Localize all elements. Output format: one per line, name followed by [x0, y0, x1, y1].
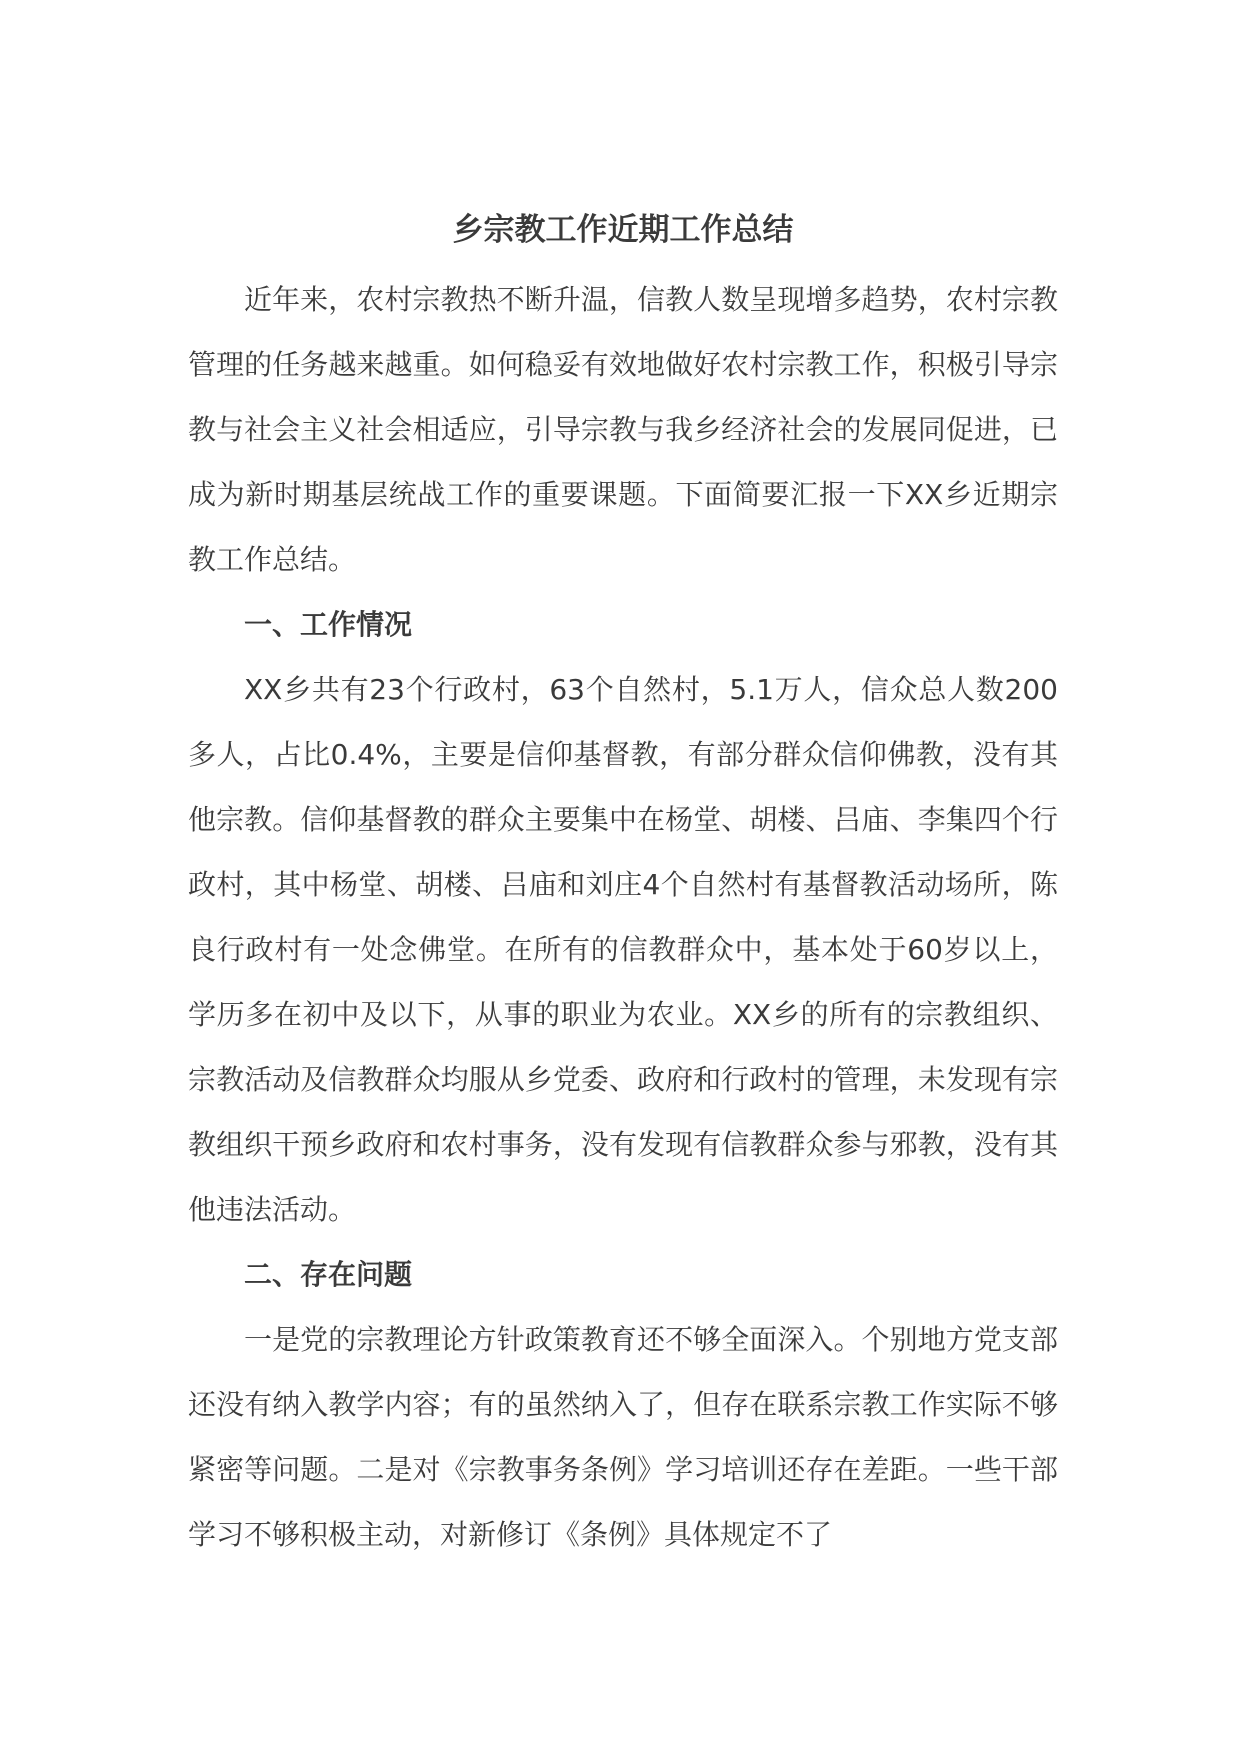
section-heading-problems: 二、存在问题	[244, 1258, 413, 1291]
document-body	[188, 205, 1058, 1567]
document-title: 乡宗教工作近期工作总结	[452, 212, 794, 248]
section-heading-work-status: 一、工作情况	[244, 608, 413, 641]
intro-paragraph: 近年来，农村宗教热不断升温，信教人数呈现增多趋势，农村宗教管理的任务越来越重。如何稳妥有效地做好农村宗教工作，积极引导宗教与社会主义社会相适应，引导宗教与我乡经济社会的发展同促进，已成为新时期基层统战工作的重要课题。下面简要汇报一下XX乡近期宗教工作总结。	[188, 283, 1058, 576]
problems-paragraph: 一是党的宗教理论方针政策教育还不够全面深入。个别地方党支部还没有纳入教学内容；有的虽然纳入了，但存在联系宗教工作实际不够紧密等问题。二是对《宗教事务条例》学习培训还存在差距。一些干部学习不够积极主动，对新修订《条例》具体规定不了	[188, 1323, 1058, 1551]
work-status-paragraph: XX乡共有23个行政村，63个自然村，5.1万人，信众总人数200多人，占比0.4%，主要是信仰基督教，有部分群众信仰佛教，没有其他宗教。信仰基督教的群众主要集中在杨堂、胡楼、吕庙、李集四个行政村，其中杨堂、胡楼、吕庙和刘庄4个自然村有基督教活动场所，陈良行政村有一处念佛堂。在所有的信教群众中，基本处于60岁以上，学历多在初中及以下，从事的职业为农业。XX乡的所有的宗教组织、宗教活动及信教群众均服从乡党委、政府和行政村的管理，未发现有宗教组织干预乡政府和农村事务，没有发现有信教群众参与邪教，没有其他违法活动。	[188, 673, 1058, 1226]
